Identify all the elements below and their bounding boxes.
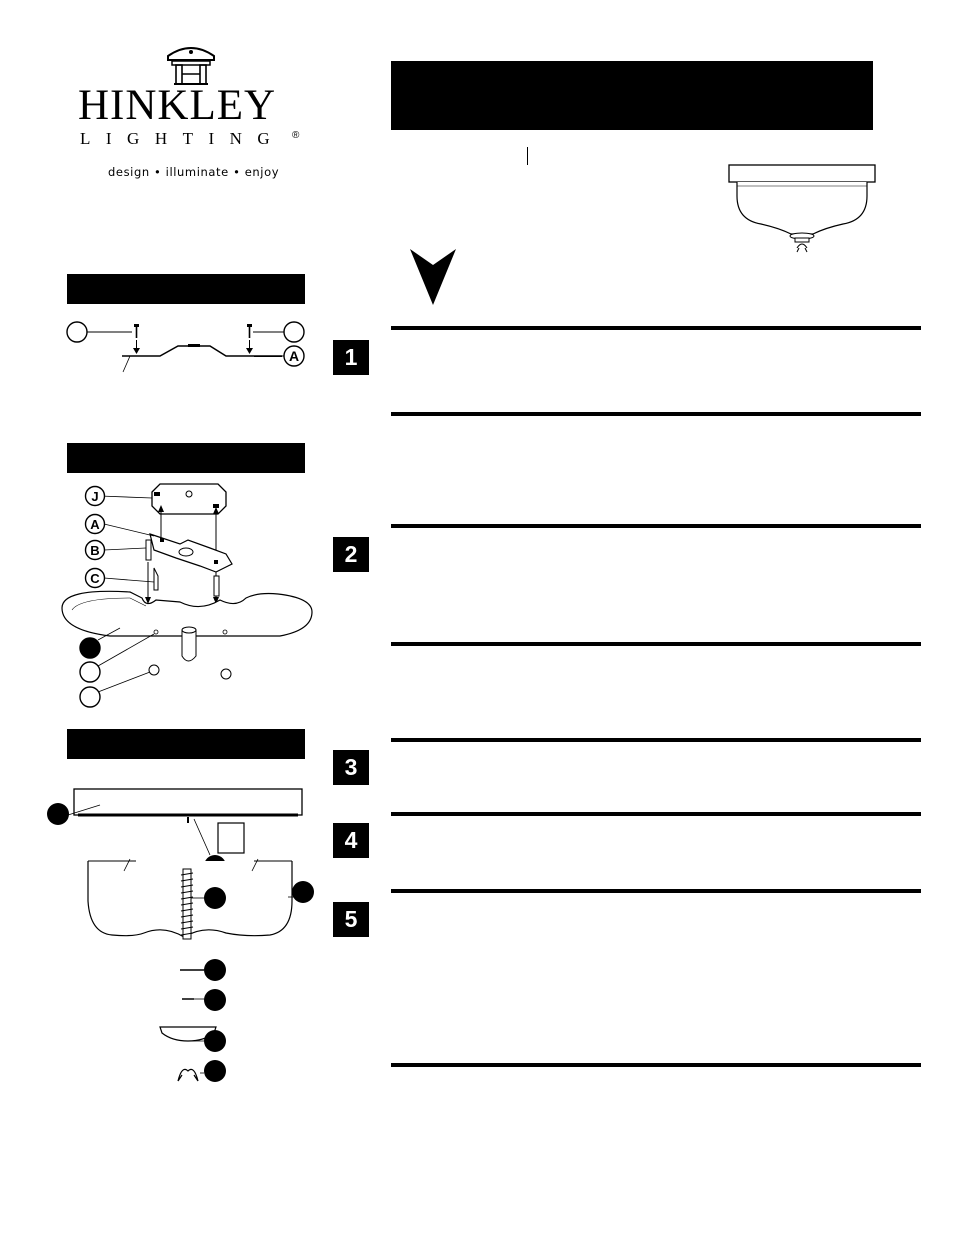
step-1-badge: 1 [333,340,369,375]
rule-8 [391,1063,921,1067]
logo-subname: LIGHTING [80,129,286,148]
logo-wordmark: HINKLEY [78,82,277,129]
callout-j [84,485,106,507]
rule-7 [391,889,921,893]
callout-a-2-label: A [90,517,100,532]
rule-5 [391,738,921,742]
callout-c-label: C [90,571,100,586]
rule-1 [391,326,921,330]
callout-j-label: J [91,489,99,504]
rule-3 [391,524,921,528]
callout-circle [284,322,304,342]
callout-b [84,539,106,561]
down-arrow-icon [408,245,458,307]
title-bar [391,61,873,130]
callout-c [84,567,106,589]
divider-mark [527,147,528,165]
step-3-badge: 3 [333,750,369,785]
callout-a-2 [84,513,106,535]
step-4-badge: 4 [333,823,369,858]
rule-6 [391,812,921,816]
step-2-badge: 2 [333,537,369,572]
callout-a-1 [282,344,306,368]
fixture-parts-diagram [44,785,324,1085]
section-bar-3 [67,729,305,759]
callout-circle [67,322,87,342]
section-bar-2 [67,443,305,473]
registered-mark: ® [292,130,300,141]
logo-emblem [160,44,222,86]
rule-2 [391,412,921,416]
crossbar-diagram [60,316,320,376]
callout-b-label: B [90,543,100,558]
step-5-badge: 5 [333,902,369,937]
rule-4 [391,642,921,646]
callout-a-1-label: A [288,348,300,364]
fixture-illustration [725,162,880,257]
callout-a-leader [254,356,282,357]
logo-tagline: design • illuminate • enjoy [108,165,280,179]
section-bar-1 [67,274,305,304]
